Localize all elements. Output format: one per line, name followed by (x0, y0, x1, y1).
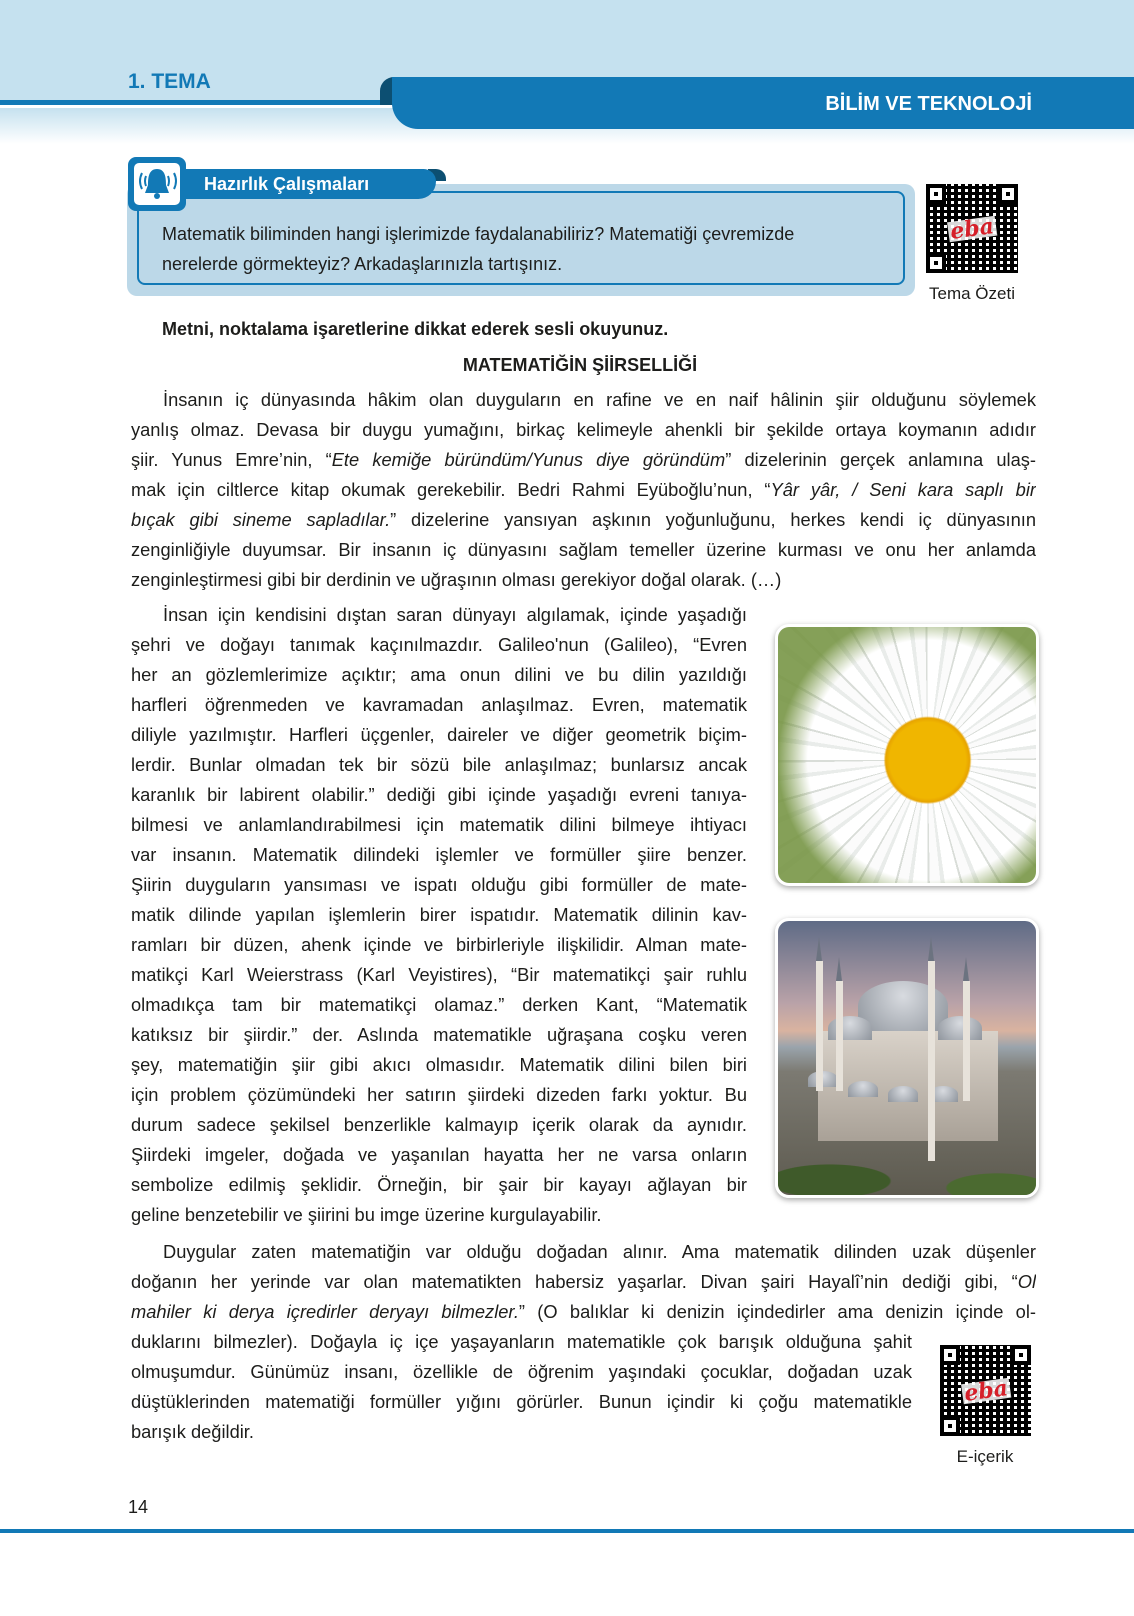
text-segment: geline benzetebilir ve şiirini bu imge üzerine kurgulayabilir. (131, 1204, 602, 1225)
text-segment: her an gözlemlerimize açıktır; ama onun dilini ve bu dilin yazıldığı (131, 664, 747, 685)
eba-logo: eba (948, 212, 996, 245)
text-line (131, 415, 1036, 445)
text-line (131, 1140, 747, 1170)
text-line (131, 445, 1036, 475)
text-line (131, 1110, 747, 1140)
quoted-verse: Yâr yâr, / Seni kara saplı bir (770, 479, 1036, 500)
theme-title: BİLİM VE TEKNOLOJİ (825, 93, 1032, 115)
article-title: MATEMATİĞİN ŞİİRSELLİĞİ (462, 355, 698, 375)
qr-label: Tema Özeti (929, 284, 1015, 303)
text-line (131, 1020, 747, 1050)
text-line (131, 750, 747, 780)
text-segment: matikçi Karl Weierstrass (Karl Veyistires), “Bir matematikçi şair ruhlu (131, 964, 747, 985)
text-line (131, 1237, 1036, 1267)
text-segment: durum sadece şekilsel benzerlikle kalmayıp içerik olarak da aynıdır. (131, 1114, 747, 1135)
text-line (131, 385, 1036, 415)
text-line (131, 810, 747, 840)
text-segment: diliyle yazılmıştır. Harfleri üçgenler, daireler ve diğer geometrik biçim- (131, 724, 747, 745)
text-segment: ramları bir düzen, ahenk içinde ve birbirleriyle ilişkilidir. Alman mate- (131, 934, 747, 955)
text-segment: şehri ve doğayı tanımak kaçınılmazdır. Galileo'nun (Galileo), “Evren (131, 634, 747, 655)
bell-icon (128, 157, 186, 211)
preparation-title: Hazırlık Çalışmaları (204, 174, 370, 194)
text-segment: şey, matematiğin şiir gibi akıcı olmasıdır. Matematik dilini bilen biri (131, 1054, 747, 1075)
qr-code-theme-summary[interactable] (926, 184, 1018, 273)
quoted-verse: Ol (1017, 1271, 1036, 1292)
text-segment: olmadıkça tam bir matematikçi olamaz.” derken Kant, “Matematik (131, 994, 747, 1015)
text-segment: ” dizelerine yansıyan aşkının yoğunluğunu, herkes kendi iç dünyasının (390, 509, 1036, 530)
text-line (131, 780, 747, 810)
instruction: Metni, noktalama işaretlerine dikkat ederek sesli okuyunuz. (162, 319, 669, 339)
text-line (131, 1170, 747, 1200)
text-segment: bilmesi ve anlamlandırabilmesi için matematik dilini bilmeye ihtiyacı (131, 814, 747, 835)
text-line (131, 1297, 1036, 1327)
text-line (131, 505, 1036, 535)
text-line (131, 900, 747, 930)
text-line (131, 870, 747, 900)
text-segment: doğanın her yerinde var olan matematikten habersiz yaşarlar. Divan şairi Hayalî’nin dediği gibi, “ (131, 1271, 1018, 1292)
text-segment: şiir. Yunus Emre’nin, “ (131, 449, 332, 470)
text-line (131, 1080, 747, 1110)
text-segment: karanlık bir labirent olabilir.” dediği gibi içinde yaşadığı evreni tanıya- (131, 784, 747, 805)
text-line (131, 630, 747, 660)
text-segment: barışık değildir. (131, 1421, 254, 1442)
text-segment: matik dilinde yapılan işlemlerin birer ispatıdır. Matematik dilinin kav- (131, 904, 747, 925)
text-segment: ” (O balıklar ki denizin içindedirler ama denizin içinde ol- (518, 1301, 1036, 1322)
preparation-line: nerelerde görmekteyiz? Arkadaşlarınızla tartışınız. (162, 254, 563, 274)
text-segment: harfleri öğrenmeden ve kavramadan anlaşılmaz. Evren, matematik (131, 694, 747, 715)
text-line (131, 840, 747, 870)
paragraph-1 (131, 385, 1036, 595)
text-segment: lerdir. Bunlar olmadan tek bir sözü bile anlaşılmaz; bunlarsız ancak (131, 754, 747, 775)
text-line (131, 1200, 747, 1230)
theme-number: 1. TEMA (128, 70, 211, 93)
eba-logo: eba (962, 1374, 1009, 1407)
text-segment: Şiirin duyguların yansıması ve ispatı olduğu gibi formüller de mate- (131, 874, 747, 895)
quoted-verse: Ete kemiğe büründüm/Yunus diye göründüm (331, 449, 726, 470)
text-segment: düştüklerinden matematiği formüller yığını görürler. Bunun içindir ki çoğu matematikle (131, 1391, 912, 1412)
text-segment: katıksız bir şiirdir.” der. Aslında matematikle uğraşana coşku veren (131, 1024, 747, 1045)
text-segment: Şiirdeki imgeler, doğada ve yaşanılan hayatta her ne varsa onların (131, 1144, 747, 1165)
text-segment: duklarını bilmezler). Doğayla iç içe yaşayanların matematikle çok barışık olduğuna şahit (131, 1331, 912, 1352)
text-line (131, 565, 1036, 595)
page-number: 14 (128, 1497, 149, 1517)
text-segment: zenginliğiyle duyumsar. Bir insanın iç dünyasını sağlam temeller üzerine kurması ve onu her anlamda (131, 539, 1036, 560)
text-line (131, 475, 1036, 505)
quoted-verse: bıçak gibi sineme sapladılar. (131, 509, 391, 530)
quoted-verse: mahiler ki derya içredirler deryayı bilmezler. (131, 1301, 519, 1322)
text-line (131, 720, 747, 750)
header-divider (0, 100, 400, 105)
text-segment: İnsanın iç dünyasında hâkim olan duyguların en rafine ve en naif hâlinin şiir olduğunu söylemek (163, 389, 1036, 410)
text-line (131, 1327, 912, 1357)
footer-divider (0, 1529, 1134, 1533)
text-line (131, 535, 1036, 565)
text-line (131, 990, 747, 1020)
text-line (131, 1050, 747, 1080)
text-segment: mak için ciltlerce kitap okumak gerekebilir. Bedri Rahmi Eyüboğlu’nun, “ (131, 479, 771, 500)
text-segment: zenginleştirmesi gibi bir derdinin ve uğraşının olması gerekiyor doğal olarak. (…) (131, 569, 782, 590)
preparation-question (162, 219, 897, 279)
paragraph-3 (131, 1237, 1036, 1447)
qr-code-e-content[interactable] (940, 1345, 1031, 1436)
text-segment: ” dizelerinin gerçek anlamına ulaş- (725, 449, 1036, 470)
text-segment: için problem çözümündeki her satırın şiirdeki dizeden farkı yoktur. Bu (131, 1084, 747, 1105)
daisy-photo (775, 624, 1039, 886)
text-segment: yanlış olmaz. Devasa bir duygu yumağını, birkaç kelimeyle ahenkli bir şekilde ortaya koymanın adıdır (131, 419, 1036, 440)
mosque-photo (775, 918, 1039, 1198)
text-line (131, 600, 747, 630)
preparation-line: Matematik biliminden hangi işlerimizde faydalanabiliriz? Matematiği çevremizde (162, 224, 795, 244)
text-line (131, 1417, 1036, 1447)
text-line (131, 960, 747, 990)
paragraph-2 (131, 600, 747, 1230)
text-segment: olmuşumdur. Günümüz insanı, özellikle de öğrenim yaşındaki çocuklar, doğadan uzak (131, 1361, 912, 1382)
text-segment: İnsan için kendisini dıştan saran dünyayı algılamak, içinde yaşadığı (163, 604, 747, 625)
text-segment: var insanın. Matematik dilindeki işlemler ve formüller şiire benzer. (131, 844, 747, 865)
text-line (131, 690, 747, 720)
text-line (131, 660, 747, 690)
preparation-tab (186, 169, 436, 199)
text-segment: Duygular zaten matematiğin var olduğu doğadan alınır. Ama matematik dilinden uzak düşenler (163, 1241, 1036, 1262)
text-line (131, 1267, 1036, 1297)
text-line (131, 1387, 912, 1417)
text-line (131, 930, 747, 960)
text-line (131, 1357, 912, 1387)
qr-label: E-içerik (956, 1447, 1014, 1466)
text-segment: sembolize edilmiş şeklidir. Örneğin, bir şair bir kayayı ağlayan bir (131, 1174, 747, 1195)
